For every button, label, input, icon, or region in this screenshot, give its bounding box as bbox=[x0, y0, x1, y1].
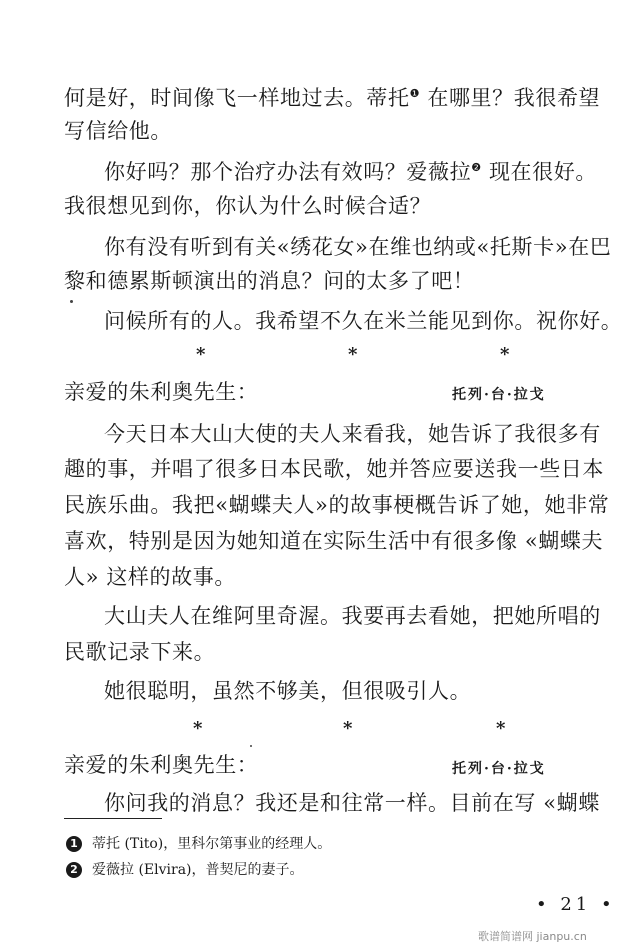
separator-star: * bbox=[193, 718, 203, 739]
text-line: 写信给他。 bbox=[64, 119, 172, 143]
footnote-number-2: 2 bbox=[66, 862, 82, 878]
text-line: 大山夫人在维阿里奇渥。我要再去看她，把她所唱的 bbox=[104, 604, 601, 628]
text-line: 今天日本大山大使的夫人来看我，她告诉了我很多有 bbox=[104, 422, 601, 446]
text-line: 黎和德累斯顿演出的消息？问的太多了吧！ bbox=[64, 269, 475, 293]
text-line: 何是好，时间像飞一样地过去。蒂托$^❶$ 在哪里？我很希望 bbox=[64, 86, 601, 110]
separator-star: * bbox=[343, 718, 353, 739]
text-line: 趣的事，并唱了很多日本民歌，她并答应要送我一些日本 bbox=[64, 457, 604, 481]
text-line: 民歌记录下来。 bbox=[64, 640, 216, 664]
footnote-text-2: 爱薇拉 (Elvira)，普契尼的妻子。 bbox=[92, 862, 304, 878]
text-line: 她很聪明，虽然不够美，但很吸引人。 bbox=[104, 679, 472, 703]
salutation: 亲爱的朱利奥先生： bbox=[64, 380, 259, 404]
text-line: 你好吗？那个治疗办法有效吗？爱薇拉$^❷$ 现在很好。 bbox=[104, 160, 597, 184]
text-line: 我很想见到你，你认为什么时候合适？ bbox=[64, 194, 432, 218]
text-line: 你有没有听到有关«绣花女»在维也纳或«托斯卡»在巴 bbox=[104, 235, 612, 259]
text-line: 人» 这样的故事。 bbox=[64, 565, 236, 589]
footnote-rule bbox=[64, 818, 162, 819]
signature: 托列·台·拉戈 bbox=[452, 387, 546, 403]
text-line: 喜欢，特别是因为她知道在实际生活中有很多像 «蝴蝶夫 bbox=[64, 529, 604, 553]
separator-star: * bbox=[500, 344, 510, 365]
signature: 托列·台·拉戈 bbox=[452, 761, 546, 777]
page-number: • 21 • bbox=[536, 894, 616, 915]
footnote-text-1: 蒂托 (Tito)，里科尔第事业的经理人。 bbox=[92, 836, 332, 852]
text-line: 民族乐曲。我把«蝴蝶夫人»的故事梗概告诉了她，她非常 bbox=[64, 493, 610, 517]
separator-star: * bbox=[348, 344, 358, 365]
footnote-number-1: 1 bbox=[66, 836, 82, 852]
salutation: 亲爱的朱利奥先生： bbox=[64, 753, 259, 777]
print-speck bbox=[70, 300, 73, 303]
footnote-marker-2[interactable]: ❷ bbox=[471, 161, 482, 174]
watermark: 歌谱简谱网 jianpu.cn bbox=[478, 930, 587, 943]
print-speck bbox=[250, 745, 252, 747]
separator-star: * bbox=[196, 344, 206, 365]
separator-star: * bbox=[496, 718, 506, 739]
text-line: 问候所有的人。我希望不久在米兰能见到你。祝你好。 bbox=[104, 309, 623, 333]
footnote-marker-1[interactable]: ❶ bbox=[409, 87, 421, 100]
text-line: 你问我的消息？我还是和往常一样。目前在写 «蝴蝶 bbox=[104, 791, 600, 815]
